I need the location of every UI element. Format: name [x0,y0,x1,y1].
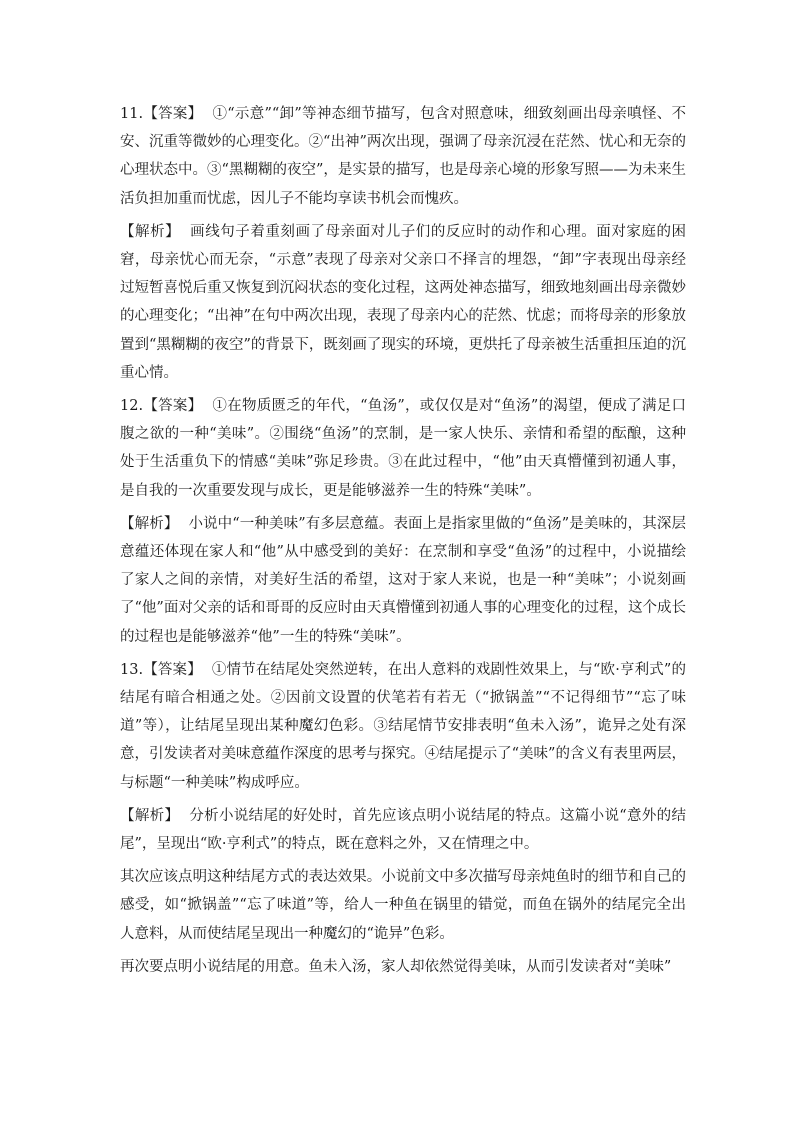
answer-13-label: 13.【答案】 [120,661,202,678]
analysis-12-text: 小说中“一种美味”有多层意蕴。表面上是指家里做的“鱼汤”是美味的，其深层意蕴还体现在家人和“他”从中感受到的美好：在烹制和享受“鱼汤”的过程中，小说描绘了家人之间的亲情，对美好生活的希望，这对于家人来说，也是一种“美味”；小说刻画了“他”面对父亲的话和哥哥的反应时由天真懵懂到初通人事的心理变化的过程，这个成长的过程也是能够滋养“他”一生的特殊“美味”。 [120,515,686,645]
answer-11 [120,100,686,213]
analysis-13-paragraph-2: 其次应该点明这种结尾方式的表达效果。小说前文中多次描写母亲炖鱼时的细节和自己的感受，如“掀锅盖”“忘了味道”等，给人一种鱼在锅里的错觉，而鱼在锅外的结尾完全出人意料，从而使结尾呈现出一种魔幻的“诡异”色彩。 [120,869,686,942]
analysis-13-label: 【解析】 [120,807,180,824]
document-page [120,100,686,981]
answer-11-text: ①“示意”“卸”等神态细节描写，包含对照意味，细致刻画出母亲嗔怪、不安、沉重等微妙的心理变化。②“出神”两次出现，强调了母亲沉浸在茫然、忧心和无奈的心理状态中。③“黑糊糊的夜空”，是实景的描写，也是母亲心境的形象写照——为未来生活负担加重而忧虑，因儿子不能均享读书机会而愧疚。 [120,106,686,207]
analysis-12-label: 【解析】 [120,515,179,532]
answer-13-text: ①情节在结尾处突然逆转，在出人意料的戏剧性效果上，与“欧·亨利式”的结尾有暗合相通之处。②因前文设置的伏笔若有若无（“掀锅盖”“不记得细节”“忘了味道”等），让结尾呈现出某种魔幻色彩。③结尾情节安排表明“鱼未入汤”，诡异之处有深意，引发读者对美味意蕴作深度的思考与探究。④结尾提示了“美味”的含义有表里两层，与标题“一种美味”构成呼应。 [120,661,687,791]
answer-11-label: 11.【答案】 [120,106,203,122]
analysis-11-text: 画线句子着重刻画了母亲面对儿子们的反应时的动作和心理。面对家庭的困窘，母亲忧心而无奈，“示意”表现了母亲对父亲口不择言的埋怨，“卸”字表现出母亲经过短暂喜悦后重又恢复到沉闷状态的变化过程，这两处神态描写，细致地刻画出母亲微妙的心理变化；“出神”在句中两次出现，表现了母亲内心的茫然、忧虑；而将母亲的形象放置到“黑糊糊的夜空”的背景下，既刻画了现实的环境，更烘托了母亲被生活重担压迫的沉重心情。 [120,223,687,381]
answer-12-text: ①在物质匮乏的年代，“鱼汤”，或仅仅是对“鱼汤”的渴望，便成了满足口腹之欲的一种“美味”。②围绕“鱼汤”的烹制，是一家人快乐、亲情和希望的酝酿，这种处于生活重负下的情感“美味”弥足珍贵。③在此过程中，“他”由天真懵懂到初通人事，是自我的一次重要发现与成长，更是能够滋养一生的特殊“美味”。 [120,398,686,499]
analysis-13 [120,802,686,858]
answer-12-label: 12.【答案】 [120,398,203,415]
analysis-13-text: 分析小说结尾的好处时，首先应该点明小说结尾的特点。这篇小说“意外的结尾”，呈现出“欧·亨利式”的特点，既在意料之外，又在情理之中。 [120,807,686,853]
analysis-13-paragraph-3: 再次要点明小说结尾的用意。鱼未入汤，家人却依然觉得美味，从而引发读者对“美味” [120,958,672,975]
analysis-11-label: 【解析】 [120,223,181,240]
answer-12 [120,392,686,505]
analysis-11 [120,218,686,387]
analysis-12 [120,510,686,651]
answer-13 [120,656,686,797]
